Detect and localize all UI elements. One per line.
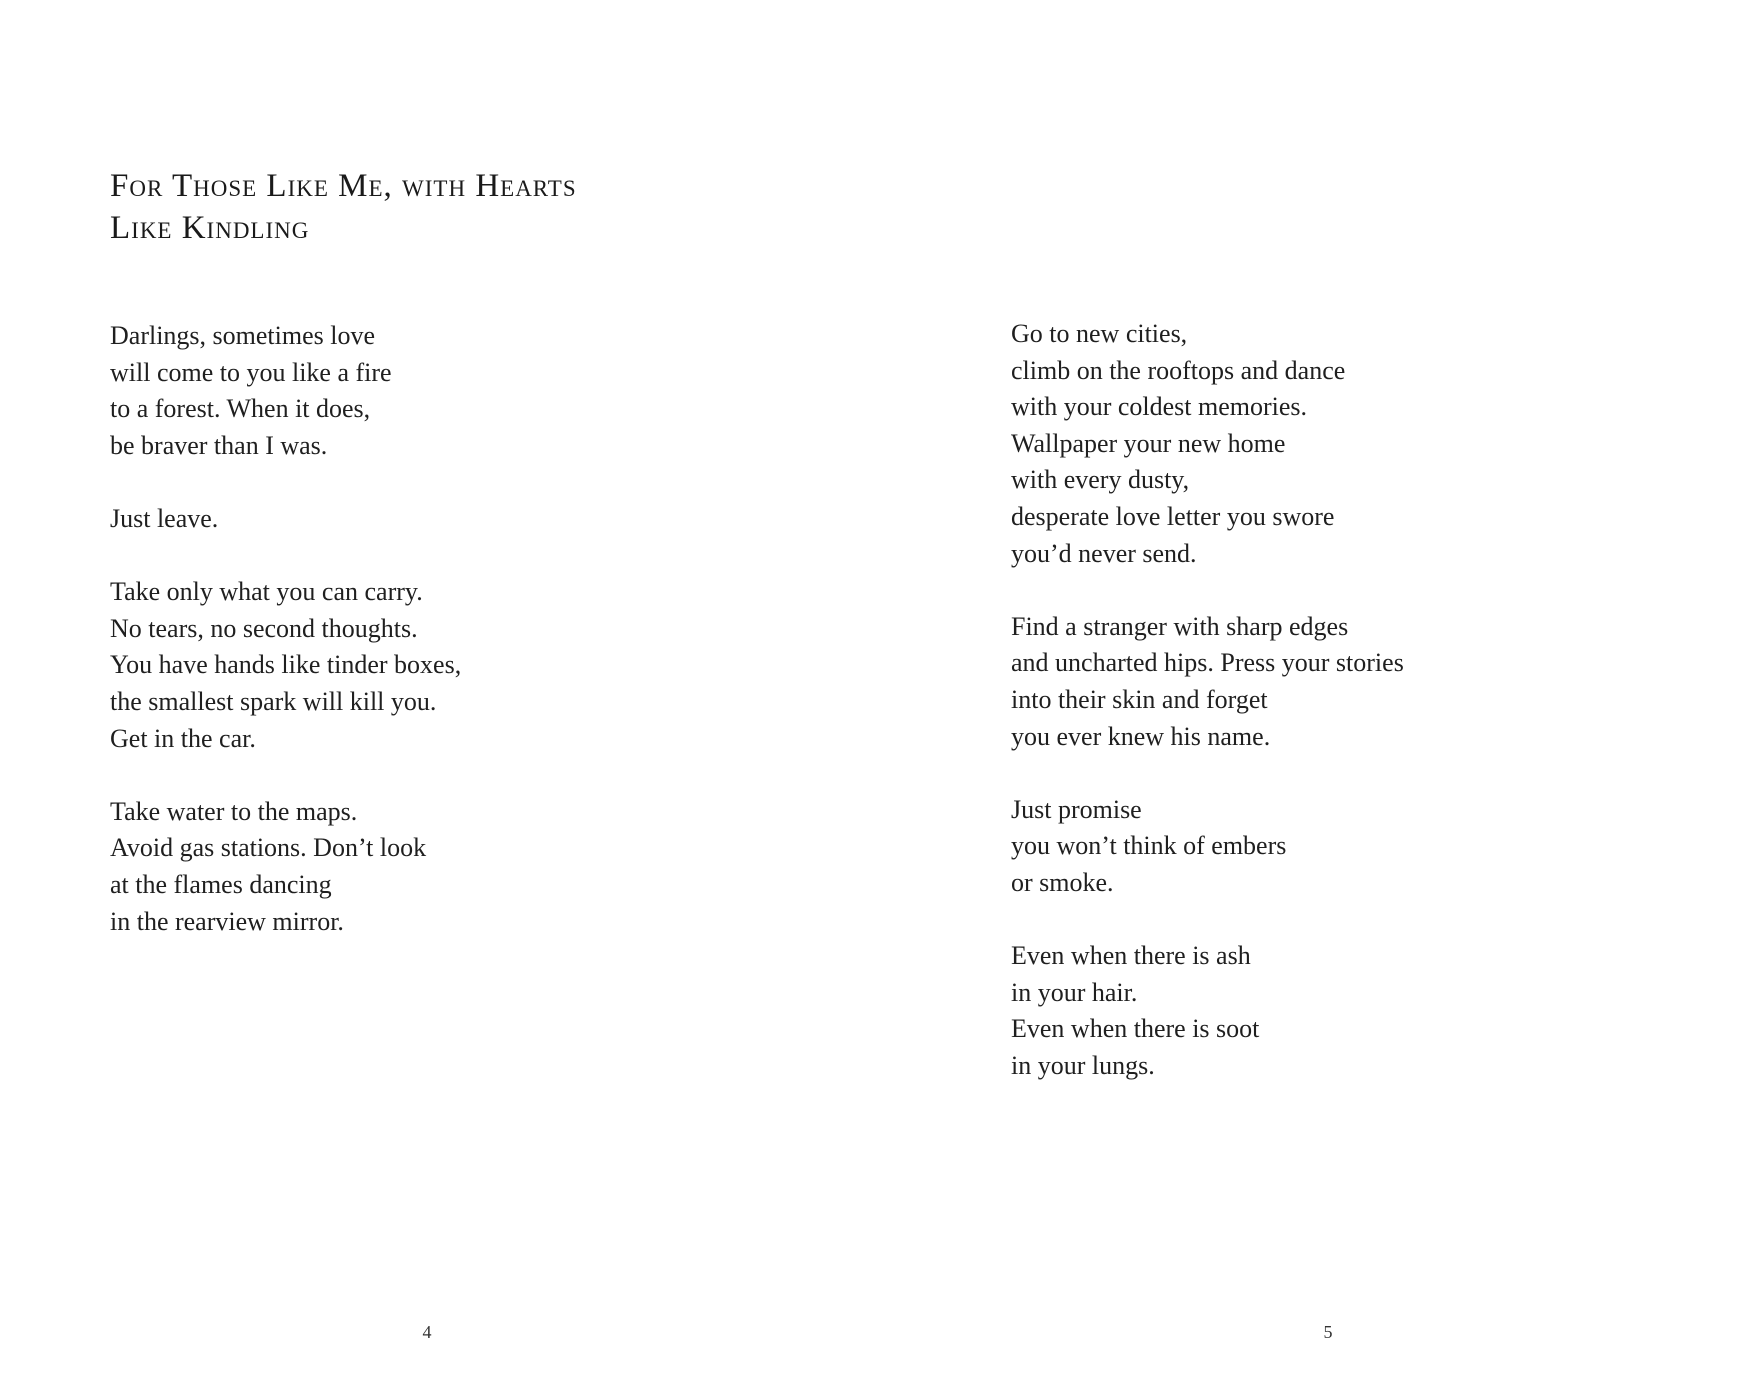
- poem-line: and uncharted hips. Press your stories: [1011, 648, 1404, 678]
- page-number: 5: [1323, 1322, 1333, 1342]
- poem-line: Even when there is soot: [1011, 1014, 1260, 1044]
- poem-line: You have hands like tinder boxes,: [110, 650, 462, 680]
- poem-line: in your hair.: [1011, 977, 1138, 1007]
- right-poem-body: [1011, 316, 1404, 1084]
- poem-title-line: For Those Like Me, with Hearts: [110, 168, 577, 204]
- poem-line: with your coldest memories.: [1011, 392, 1308, 422]
- poem-line: to a forest. When it does,: [110, 394, 371, 424]
- poem-line: you’d never send.: [1011, 538, 1197, 568]
- poem-line: desperate love letter you swore: [1011, 501, 1335, 531]
- poem-line: Just leave.: [110, 503, 219, 533]
- stanza: [1011, 938, 1404, 1084]
- poem-line: Wallpaper your new home: [1011, 428, 1286, 458]
- poem-line: Darlings, sometimes love: [110, 321, 376, 350]
- poem-line: climb on the rooftops and dance: [1011, 355, 1346, 385]
- left-poem-body: [110, 318, 461, 940]
- poem-line: will come to you like a fire: [110, 357, 392, 387]
- poem-line: be braver than I was.: [110, 430, 328, 460]
- poem-line: Get in the car.: [110, 723, 256, 753]
- poem-line: the smallest spark will kill you.: [110, 686, 437, 716]
- poem-title-line: Like Kindling: [110, 210, 310, 246]
- poem-line: at the flames dancing: [110, 869, 332, 899]
- poem-line: into their skin and forget: [1011, 684, 1268, 714]
- poem-line: you won’t think of embers: [1011, 831, 1287, 861]
- stanza: [1011, 609, 1404, 755]
- stanza: [110, 501, 461, 538]
- poem-line: in your lungs.: [1011, 1050, 1155, 1080]
- poem-line: Go to new cities,: [1011, 319, 1188, 348]
- poem-line: Find a stranger with sharp edges: [1011, 611, 1349, 641]
- poem-line: Take water to the maps.: [110, 796, 358, 826]
- poem-line: Take only what you can carry.: [110, 577, 423, 607]
- stanza: [1011, 792, 1404, 902]
- right-page: [875, 0, 1750, 1400]
- page-number: 4: [422, 1322, 432, 1342]
- poem-line: Just promise: [1011, 794, 1142, 824]
- poem-title: [110, 165, 577, 249]
- poem-line: in the rearview mirror.: [110, 906, 344, 936]
- poem-line: No tears, no second thoughts.: [110, 613, 418, 643]
- poem-line: you ever knew his name.: [1011, 721, 1271, 751]
- stanza: [110, 794, 461, 940]
- poem-line: or smoke.: [1011, 867, 1114, 897]
- poem-line: Avoid gas stations. Don’t look: [110, 833, 427, 863]
- stanza: [110, 318, 461, 464]
- poem-line: with every dusty,: [1011, 465, 1190, 495]
- stanza: [1011, 316, 1404, 572]
- stanza: [110, 574, 461, 757]
- poem-line: Even when there is ash: [1011, 941, 1251, 971]
